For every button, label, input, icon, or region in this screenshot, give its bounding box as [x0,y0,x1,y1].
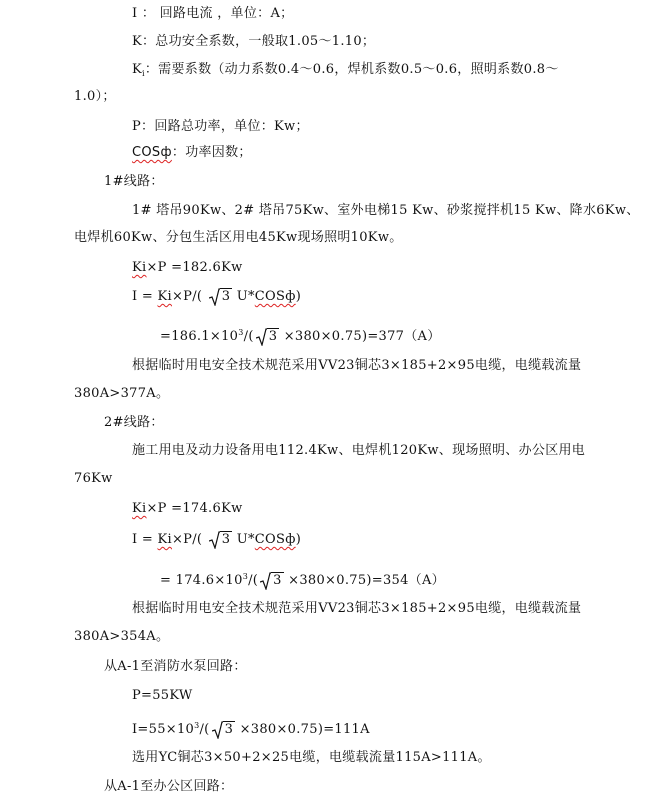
firepump-calc: $I=55\times 10^3/$( 3 ×380×0.75)=111A [132,721,370,737]
def-power-factor: COSф：功率因数； [132,145,252,160]
line2-loads-cont: 76Kw [74,471,113,486]
line2-heading: 2#线路： [104,415,164,430]
line2-ki-p: Ki×P =174.6Kw [132,501,243,516]
def-demand-factor-cont: 1.0）； [74,89,116,104]
def-current: I ： 回路电流 ，单位：A； [132,6,294,21]
sqrt-icon: 3 [209,289,233,305]
line2-cable: 根据临时用电安全技术规范采用VV23铜芯3×185+2×95电缆，电缆载流量 [132,601,582,616]
def-safety-factor: K：总功安全系数，一般取1.05～1.10； [132,34,376,49]
line1-cable-cont: 380A>377A。 [74,386,170,401]
line1-calc: $=186.1\times 10^3/$( 3 ×380×0.75)=377（A） [160,328,441,344]
def-demand-factor: $K_i$：需要系数（动力系数0.4～0.6，焊机系数0.5～0.6，照明系数0.8～ [132,62,559,78]
sqrt-icon: 3 [256,329,280,345]
line2-loads: 施工用电及动力设备用电112.4Kw、电焊机120Kw、现场照明、办公区用电 [132,443,586,458]
firepump-power: P=55KW [132,688,193,703]
firepump-cable: 选用YC铜芯3×50+2×25电缆，电缆载流量115A>111A。 [132,750,491,765]
line2-formula: I = Ki×P/( 3 U*COSф) [132,532,302,547]
line1-loads-cont: 电焊机60Kw、分包生活区用电45Kw现场照明10Kw。 [74,230,403,245]
def-power: P：回路总功率，单位：Kw； [132,119,309,134]
line1-formula: I = Ki×P/( 3 U*COSф) [132,289,302,304]
line2-calc: = $174.6\times 10^3/$( 3 ×380×0.75)=354（A） [160,572,445,588]
sqrt-icon: 3 [212,722,236,738]
line1-ki-p: Ki×P =182.6Kw [132,260,243,275]
sqrt-icon: 3 [260,573,284,589]
line1-loads: 1# 塔吊90Kw、2# 塔吊75Kw、室外电梯15 Kw、砂浆搅拌机15 Kw、降水6Kw、 [132,203,640,218]
firepump-heading: 从A-1至消防水泵回路： [104,659,247,674]
line1-cable: 根据临时用电安全技术规范采用VV23铜芯3×185+2×95电缆，电缆载流量 [132,358,582,373]
sqrt-icon: 3 [209,532,233,548]
line1-heading: 1#线路： [104,174,164,189]
line2-cable-cont: 380A>354A。 [74,629,170,644]
office-heading: 从A-1至办公区回路： [104,779,234,794]
